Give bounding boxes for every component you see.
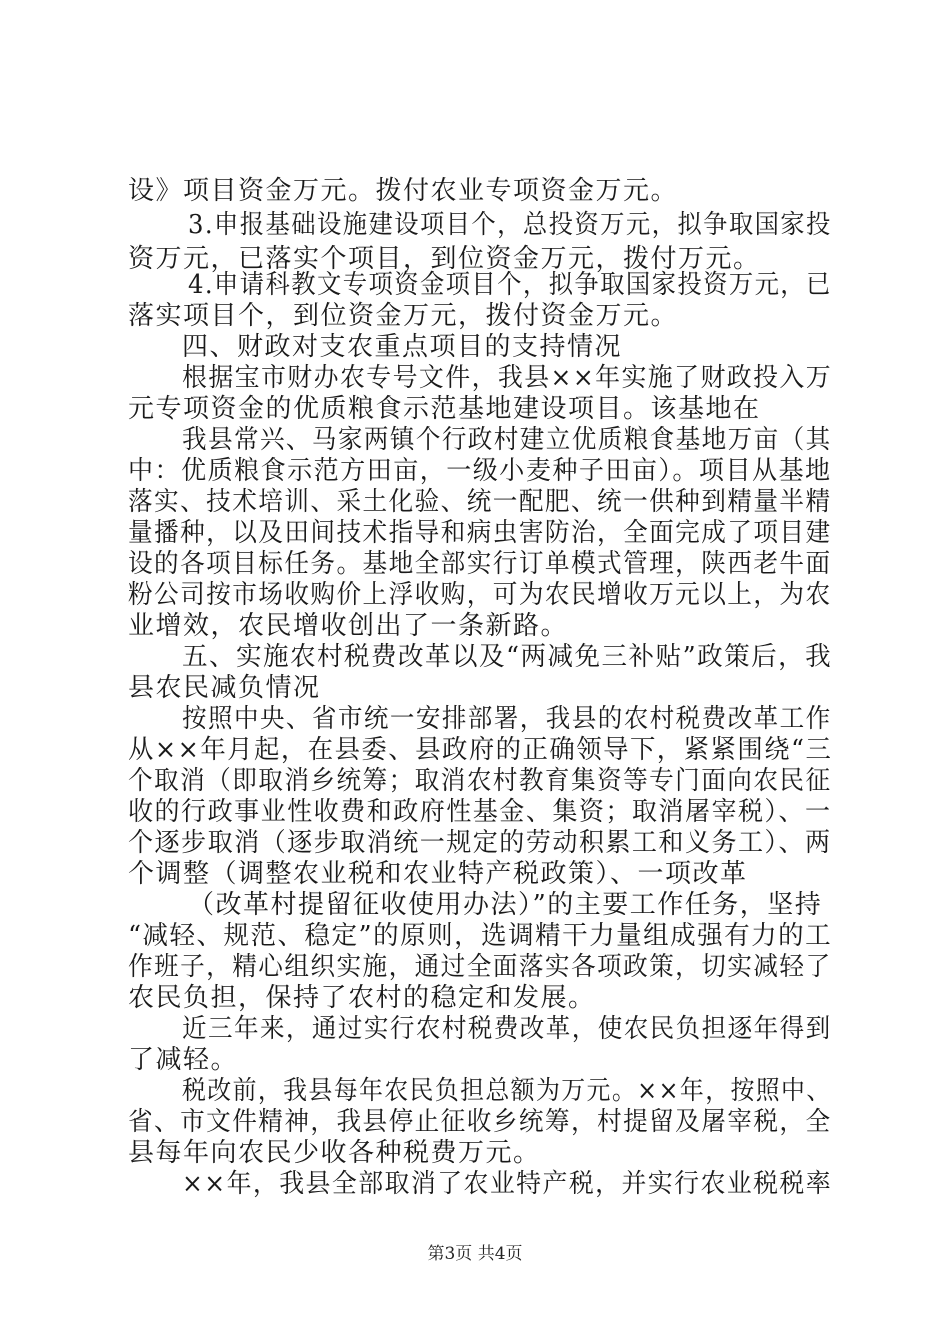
text-line: 个调整（调整农业税和农业特产税政策）、一项改革 [128, 859, 748, 889]
text-line: 从××年月起，在县委、县政府的正确领导下，紧紧围绕“三 [128, 735, 833, 765]
text-line: 了减轻。 [128, 1045, 239, 1075]
text-line: 我县常兴、马家两镇个行政村建立优质粮食基地万亩（其 [182, 425, 832, 455]
text-line: 税改前，我县每年农民负担总额为万元。××年，按照中、 [182, 1076, 832, 1106]
text-line: 量播种，以及田间技术指导和病虫害防治，全面完成了项目建 [128, 518, 832, 548]
section-heading: 县农民减负情况 [128, 673, 321, 703]
text-line: 粉公司按市场收购价上浮收购，可为农民增收万元以上，为农 [128, 580, 832, 610]
text-line: 落实、技术培训、采土化验、统一配肥、统一供种到精量半精 [128, 487, 832, 517]
text-line: 作班子，精心组织实施，通过全面落实各项政策，切实减轻了 [128, 952, 832, 982]
text-line: 业增效，农民增收创出了一条新路。 [128, 611, 569, 641]
page-number-footer: 第3页 共4页 [427, 1244, 523, 1264]
section-heading: 四、财政对支农重点项目的支持情况 [182, 332, 623, 362]
text-line: 落实项目个，到位资金万元，拨付资金万元。 [128, 301, 679, 331]
text-line: 近三年来，通过实行农村税费改革，使农民负担逐年得到 [182, 1014, 832, 1044]
text-line: 4.申请科教文专项资金项目个，拟争取国家投资万元，已 [188, 270, 832, 300]
text-line: 设》项目资金万元。拨付农业专项资金万元。 [128, 176, 679, 206]
text-line: 县每年向农民少收各种税费万元。 [128, 1138, 541, 1168]
text-line: 个逐步取消（逐步取消统一规定的劳动积累工和义务工）、两 [128, 828, 832, 858]
text-line: 元专项资金的优质粮食示范基地建设项目。该基地在 [128, 394, 761, 424]
text-line: 3.申报基础设施建设项目个，总投资万元，拟争取国家投 [188, 210, 832, 240]
text-line: 设的各项目标任务。基地全部实行订单模式管理，陕西老牛面 [128, 549, 832, 579]
text-line: 农民负担，保持了农村的稳定和发展。 [128, 983, 596, 1013]
text-line: 个取消（即取消乡统筹；取消农村教育集资等专门面向农民征 [128, 766, 832, 796]
text-line: 收的行政事业性收费和政府性基金、集资；取消屠宰税）、一 [128, 797, 832, 827]
text-line: 中：优质粮食示范方田亩，一级小麦种子田亩）。项目从基地 [128, 456, 832, 486]
text-line: 资万元，已落实个项目，到位资金万元，拨付万元。 [128, 244, 761, 274]
text-line: ××年，我县全部取消了农业特产税，并实行农业税税率 [182, 1169, 833, 1199]
text-line: 省、市文件精神，我县停止征收乡统筹，村提留及屠宰税，全 [128, 1107, 832, 1137]
text-line: （改革村提留征收使用办法）”的主要工作任务，坚持 [188, 890, 823, 920]
text-line: 根据宝市财办农专号文件，我县××年实施了财政投入万 [182, 363, 833, 393]
section-heading: 五、实施农村税费改革以及“两减免三补贴”政策后，我 [182, 642, 833, 672]
text-line: 按照中央、省市统一安排部署，我县的农村税费改革工作 [182, 704, 832, 734]
text-line: “减轻、规范、稳定”的原则，选调精干力量组成强有力的工 [128, 921, 833, 951]
